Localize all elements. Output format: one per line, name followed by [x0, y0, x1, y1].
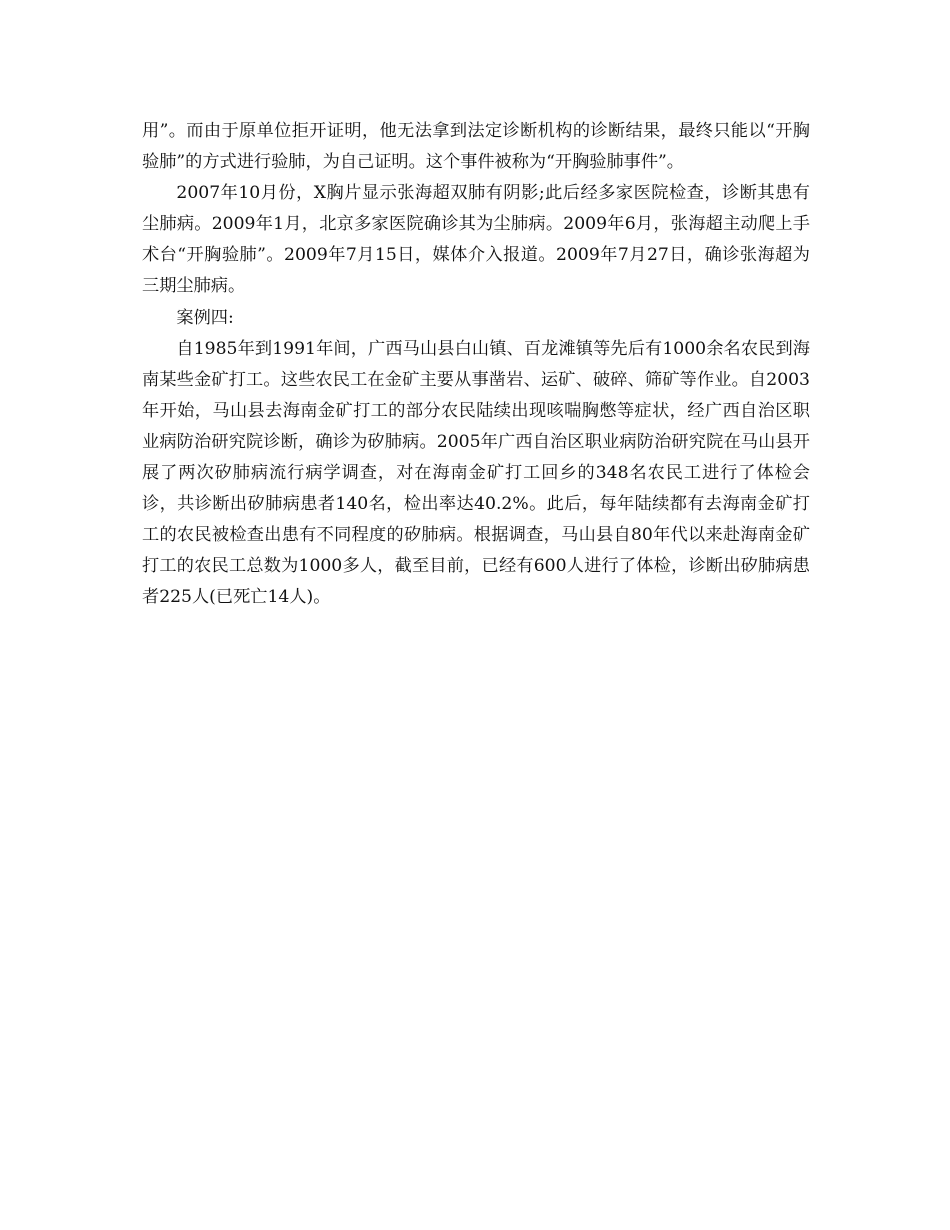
paragraph-continuation: 用”。而由于原单位拒开证明，他无法拿到法定诊断机构的诊断结果，最终只能以“开胸验肺”的方式进行验肺，为自己证明。这个事件被称为“开胸验肺事件”。 [142, 121, 810, 173]
paragraph-case-three-timeline: 2007年10月份，X胸片显示张海超双肺有阴影;此后经多家医院检查，诊断其患有尘肺病。2009年1月，北京多家医院确诊其为尘肺病。2009年6月，张海超主动爬上手术台“开胸验肺”。2009年7月15日，媒体介入报道。2009年7月27日，确诊张海超为三期尘肺病。 [142, 183, 810, 297]
paragraph-case-four-heading: 案例四: [176, 307, 234, 328]
document-body [142, 116, 810, 614]
paragraph-case-four-body: 自1985年到1991年间，广西马山县白山镇、百龙滩镇等先后有1000余名农民到海南某些金矿打工。这些农民工在金矿主要从事凿岩、运矿、破碎、筛矿等作业。自2003年开始，马山县去海南金矿打工的部分农民陆续出现咳喘胸憋等症状，经广西自治区职业病防治研究院诊断，确诊为矽肺病。2005年广西自治区职业病防治研究院在马山县开展了两次矽肺病流行病学调查，对在海南金矿打工回乡的348名农民工进行了体检会诊，共诊断出矽肺病患者140名，检出率达40.2%。此后，每年陆续都有去海南金矿打工的农民被检查出患有不同程度的矽肺病。根据调查，马山县自80年代以来赴海南金矿打工的农民工总数为1000多人，截至目前，已经有600人进行了体检，诊断出矽肺病患者225人(已死亡14人)。 [142, 338, 810, 608]
